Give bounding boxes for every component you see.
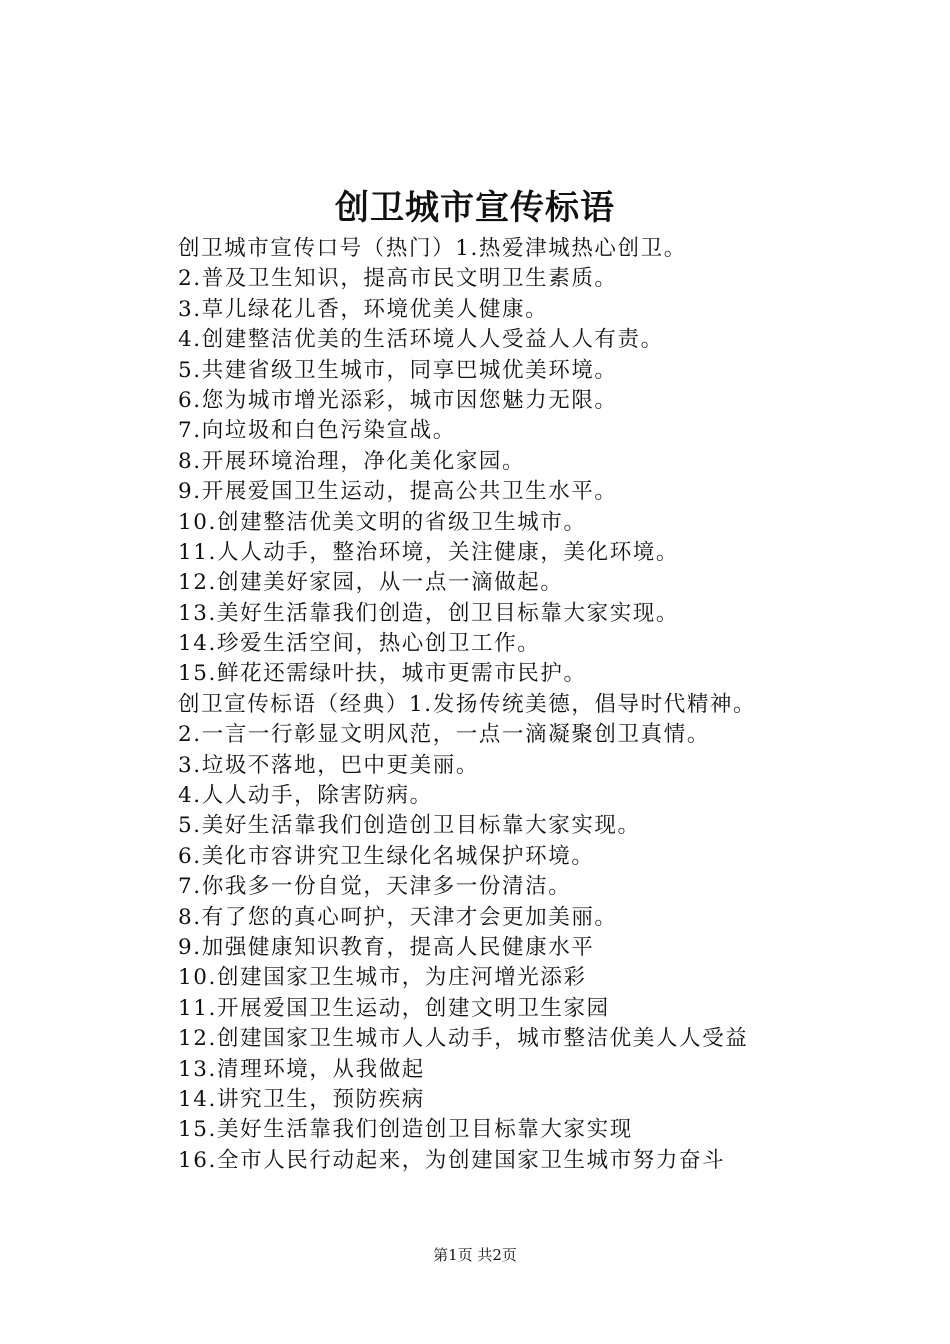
slogan-line: 2.一言一行彰显文明风范，一点一滴凝聚创卫真情。 (178, 722, 710, 748)
page-footer: 第1页 共2页 (433, 1246, 517, 1264)
slogan-line: 13.清理环境，从我做起 (178, 1056, 425, 1082)
slogan-line: 13.美好生活靠我们创造，创卫目标靠大家实现。 (178, 600, 679, 626)
slogan-line: 10.创建整洁优美文明的省级卫生城市。 (178, 509, 587, 535)
slogan-line: 16.全市人民行动起来，为创建国家卫生城市努力奋斗 (178, 1147, 726, 1173)
slogan-line: 15.美好生活靠我们创造创卫目标靠大家实现 (178, 1117, 633, 1143)
slogan-line: 10.创建国家卫生城市，为庄河增光添彩 (178, 965, 587, 991)
slogan-line: 6.您为城市增光添彩，城市因您魅力无限。 (178, 387, 618, 413)
slogan-line: 15.鲜花还需绿叶扶，城市更需市民护。 (178, 661, 587, 687)
slogan-line: 12.创建美好家园，从一点一滴做起。 (178, 570, 564, 596)
slogan-line: 11.人人动手，整治环境，关注健康，美化环境。 (178, 539, 679, 565)
slogan-line: 11.开展爱国卫生运动，创建文明卫生家园 (178, 995, 610, 1021)
document-title: 创卫城市宣传标语 (335, 188, 615, 228)
slogan-line: 9.开展爱国卫生运动，提高公共卫生水平。 (178, 479, 618, 505)
slogan-line: 8.有了您的真心呵护，天津才会更加美丽。 (178, 904, 618, 930)
slogan-line: 7.你我多一份自觉，天津多一份清洁。 (178, 874, 572, 900)
slogan-line: 14.珍爱生活空间，热心创卫工作。 (178, 631, 541, 657)
slogan-line: 14.讲究卫生，预防疾病 (178, 1086, 425, 1112)
slogan-line: 9.加强健康知识教育，提高人民健康水平 (178, 934, 595, 960)
slogan-line: 创卫宣传标语（经典）1.发扬传统美德，倡导时代精神。 (178, 691, 757, 717)
slogan-line: 4.人人动手，除害防病。 (178, 783, 433, 809)
slogan-line: 8.开展环境治理，净化美化家园。 (178, 448, 526, 474)
slogan-line: 5.美好生活靠我们创造创卫目标靠大家实现。 (178, 813, 641, 839)
slogan-list (178, 234, 898, 1176)
slogan-line: 3.垃圾不落地，巴中更美丽。 (178, 752, 479, 778)
slogan-line: 3.草儿绿花儿香，环境优美人健康。 (178, 296, 549, 322)
slogan-line: 4.创建整洁优美的生活环境人人受益人人有责。 (178, 327, 664, 353)
slogan-line: 7.向垃圾和白色污染宣战。 (178, 418, 456, 444)
slogan-line: 5.共建省级卫生城市，同享巴城优美环境。 (178, 357, 618, 383)
slogan-line: 12.创建国家卫生城市人人动手，城市整洁优美人人受益 (178, 1026, 749, 1052)
slogan-line: 创卫城市宣传口号（热门）1.热爱津城热心创卫。 (178, 236, 687, 261)
slogan-line: 2.普及卫生知识，提高市民文明卫生素质。 (178, 266, 618, 292)
slogan-line: 6.美化市容讲究卫生绿化名城保护环境。 (178, 843, 595, 869)
